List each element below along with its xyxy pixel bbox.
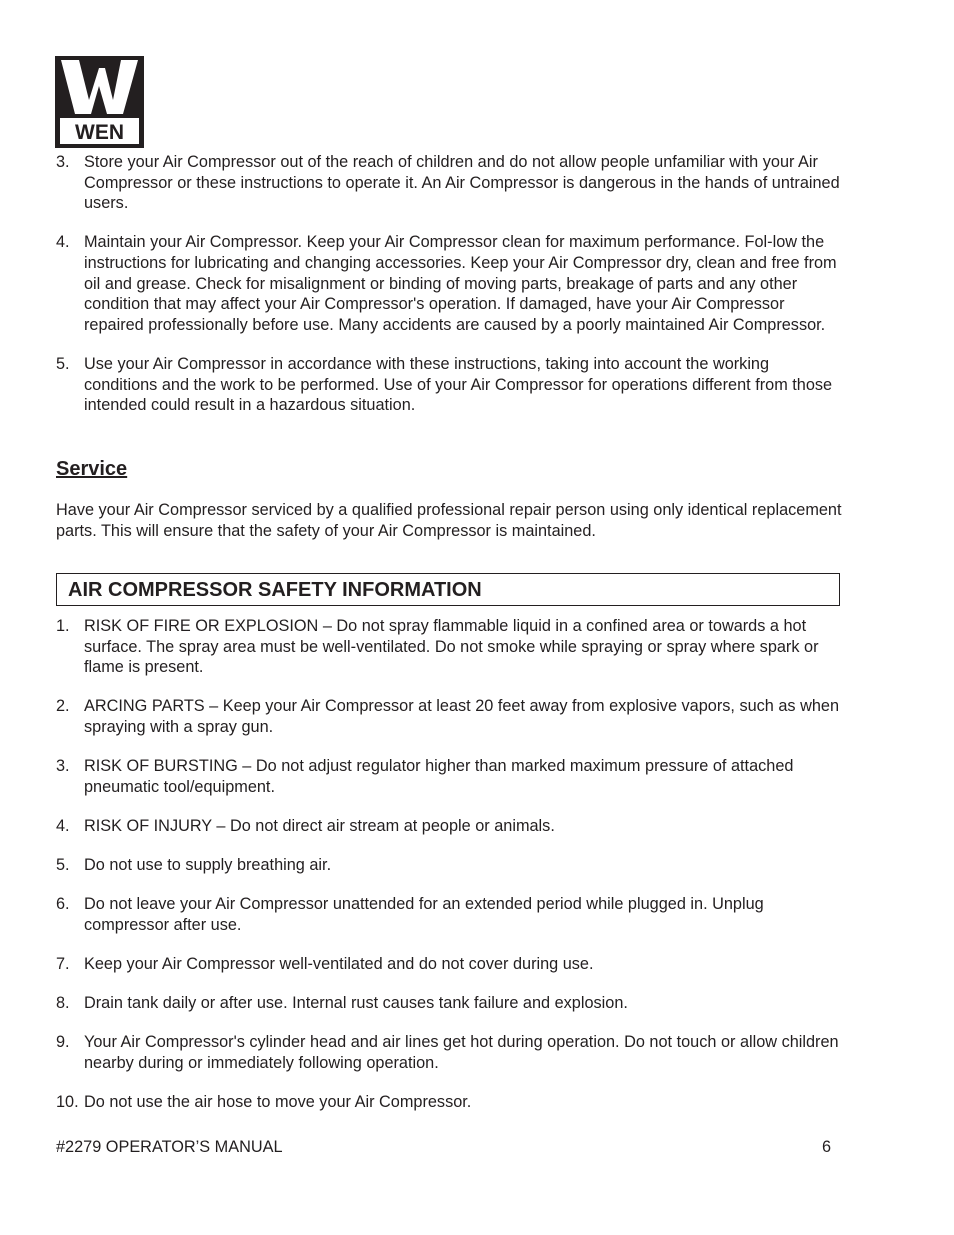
logo-wordmark: WEN [75, 121, 124, 144]
list-item [56, 354, 846, 416]
list-item [56, 756, 846, 797]
list-item [56, 232, 846, 335]
list-item [56, 894, 846, 935]
list-item [56, 855, 846, 876]
item-text: RISK OF BURSTING – Do not adjust regulator higher than marked maximum pressure of attached pneumatic tool/equipment. [84, 757, 794, 796]
top-list [56, 152, 846, 434]
item-number: 4. [56, 816, 70, 835]
wen-logo [55, 56, 144, 148]
list-item [56, 696, 846, 737]
item-text: Do not use to supply breathing air. [84, 856, 332, 875]
item-number: 3. [56, 153, 70, 171]
item-text: Store your Air Compressor out of the reach of children and do not allow people unfamiliar with your Air Compressor or these instructions to operate it. An Air Compressor is dangerous in the hands of untrained users. [84, 153, 840, 213]
item-number: 4. [56, 233, 70, 252]
service-heading: Service [56, 458, 128, 480]
safety-section-heading: AIR COMPRESSOR SAFETY INFORMATION [56, 573, 840, 606]
item-number: 5. [56, 354, 70, 373]
page-number: 6 [822, 1138, 832, 1156]
item-text: Keep your Air Compressor well-ventilated and do not cover during use. [84, 955, 594, 974]
item-number: 8. [56, 994, 70, 1013]
item-number: 9. [56, 1033, 70, 1052]
item-number: 7. [56, 955, 70, 974]
item-number: 6. [56, 895, 70, 914]
list-item [56, 1092, 846, 1113]
item-number: 2. [56, 697, 70, 716]
item-text: ARCING PARTS – Keep your Air Compressor at least 20 feet away from explosive vapors, such as when spraying with a spray gun. [84, 697, 839, 736]
service-paragraph: Have your Air Compressor serviced by a qualified professional repair person using only identical replacement parts. This will ensure that the safety of your Air Compressor is maintained. [56, 501, 842, 540]
list-item [56, 1032, 846, 1073]
item-text: Do not leave your Air Compressor unattended for an extended period while plugged in. Unplug compressor after use. [84, 895, 764, 934]
safety-list [56, 616, 846, 1131]
manual-footer: #2279 OPERATOR’S MANUAL [56, 1138, 283, 1156]
wen-logo-icon [55, 56, 144, 148]
item-text: RISK OF FIRE OR EXPLOSION – Do not spray flammable liquid in a confined area or towards a hot surface. The spray area must be well-ventilated. Do not smoke while spraying or spray where spark or flame is present. [84, 617, 819, 677]
item-text: RISK OF INJURY – Do not direct air stream at people or animals. [84, 816, 555, 835]
item-text: Do not use the air hose to move your Air Compressor. [84, 1093, 472, 1112]
list-item [56, 816, 846, 837]
item-number: 5. [56, 856, 70, 875]
list-item [56, 954, 846, 975]
list-item [56, 616, 846, 678]
item-number: 3. [56, 757, 70, 776]
item-text: Your Air Compressor's cylinder head and air lines get hot during operation. Do not touch or allow children nearby during or immediately following operation. [84, 1033, 839, 1073]
list-item [56, 993, 846, 1014]
item-number: 1. [56, 617, 70, 635]
item-text: Drain tank daily or after use. Internal rust causes tank failure and explosion. [84, 994, 628, 1013]
item-number: 10. [56, 1093, 79, 1112]
item-text: Use your Air Compressor in accordance with these instructions, taking into account the working conditions and the work to be performed. Use of your Air Compressor for operations different from those intended could result in a hazardous situation. [84, 354, 833, 415]
list-item [56, 152, 846, 214]
item-text: Maintain your Air Compressor. Keep your Air Compressor clean for maximum performance. Fol-low the instructions for lubricating and changing accessories. Keep your Air Compressor dry, clean and free from oil and grease. Check for misalignment or binding of moving parts, breakage of parts and any other condition that may affect your Air Compressor's operation. If damaged, have your Air Compressor repaired professionally before use. Many accidents are caused by a poorly maintained Air Compressor. [84, 233, 837, 334]
